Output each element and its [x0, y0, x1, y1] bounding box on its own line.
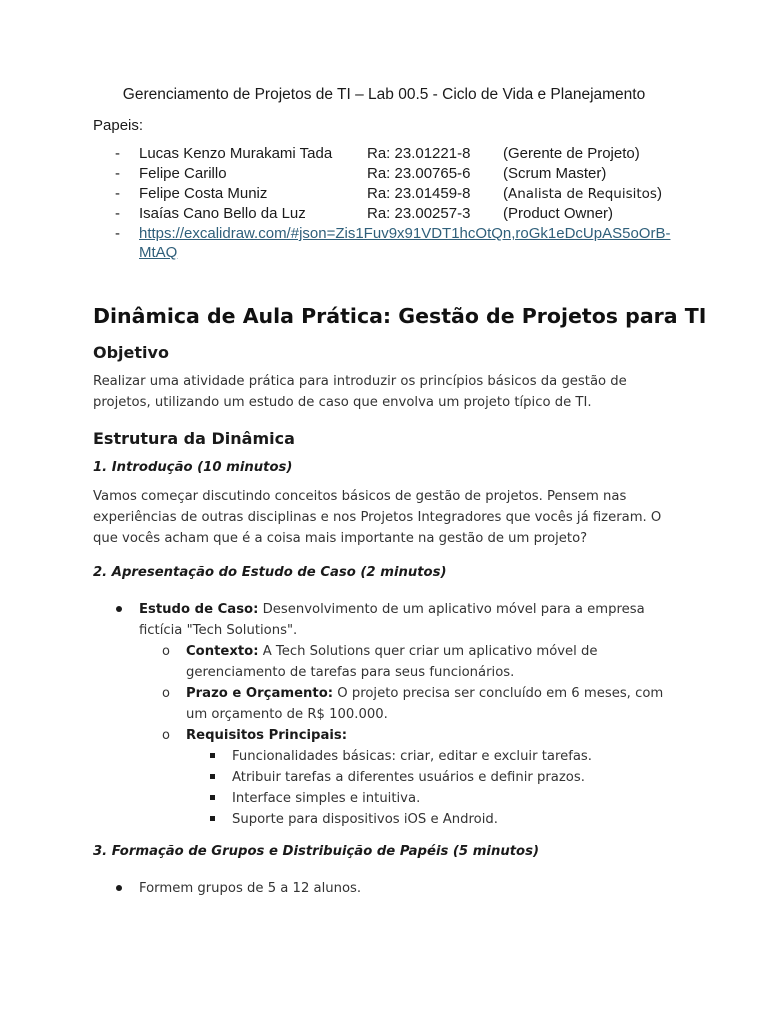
estrutura-heading: Estrutura da Dinâmica [93, 429, 295, 448]
prazo-text [186, 683, 666, 725]
member-name: Isaías Cano Bello da Luz [139, 205, 306, 222]
role-row [0, 164, 768, 184]
list-item [0, 788, 768, 809]
square-bullet [210, 753, 215, 758]
list-item [0, 746, 768, 767]
list-dash: - [115, 185, 120, 202]
requisito-item: Interface simples e intuitiva. [232, 791, 421, 806]
member-role: (Gerente de Projeto) [503, 145, 640, 162]
papeis-label: Papeis: [93, 117, 144, 134]
prazo-description: O projeto precisa ser concluído em 6 meses, com um orçamento de R$ 100.000. [186, 686, 664, 722]
square-bullet [210, 816, 215, 821]
member-role [503, 184, 662, 204]
prazo-label: Prazo e Orçamento: [186, 686, 334, 701]
list-item [0, 641, 768, 683]
objetivo-paragraph: Realizar uma atividade prática para introduzir os princípios básicos da gestão de projetos, utilizando um estudo de caso que envolva um projeto típico de TI. [93, 374, 627, 410]
contexto-description: A Tech Solutions quer criar um aplicativo móvel de gerenciamento de tarefas para seus funcionários. [186, 644, 598, 680]
requisito-item: Suporte para dispositivos iOS e Android. [232, 812, 498, 827]
link-row [0, 224, 768, 264]
case-study-label: Estudo de Caso: [139, 602, 259, 617]
member-name: Lucas Kenzo Murakami Tada [139, 145, 333, 162]
member-name: Felipe Costa Muniz [139, 185, 268, 202]
section-1-paragraph: Vamos começar discutindo conceitos básicos de gestão de projetos. Pensem nas experiências de outras disciplinas e nos Projetos Integradores que vocês já fizeram. O que vocês acham que é a coisa mais importante na gestão de um projeto? [93, 489, 662, 546]
list-dash: - [115, 165, 120, 182]
contexto-text [186, 641, 666, 683]
section-1-title: 1. Introdução (10 minutos) [93, 460, 293, 475]
list-dash: - [115, 225, 120, 242]
groups-list [0, 878, 768, 899]
requisitos-text [186, 725, 666, 746]
member-role: (Scrum Master) [503, 165, 607, 182]
square-bullet [210, 795, 215, 800]
member-name: Felipe Carillo [139, 165, 227, 182]
bullet-dot [116, 885, 122, 891]
case-study-text [139, 599, 659, 641]
case-study-description: Desenvolvimento de um aplicativo móvel para a empresa fictícia "Tech Solutions". [139, 602, 645, 638]
requisito-item: Funcionalidades básicas: criar, editar e excluir tarefas. [232, 749, 592, 764]
section-3-title: 3. Formação de Grupos e Distribuição de Papéis (5 minutos) [93, 844, 539, 859]
contexto-label: Contexto: [186, 644, 259, 659]
list-item [0, 725, 768, 746]
sub-bullet-marker: o [162, 686, 170, 701]
groups-item-text: Formem grupos de 5 a 12 alunos. [139, 881, 362, 896]
role-inner-text: Analista de Requisitos [508, 186, 657, 202]
role-row [0, 204, 768, 224]
role-row [0, 144, 768, 164]
role-paren-close: ) [656, 185, 662, 202]
section-2-title: 2. Apresentação do Estudo de Caso (2 minutos) [93, 565, 447, 580]
sub-bullet-marker: o [162, 728, 170, 743]
member-role: (Product Owner) [503, 205, 614, 222]
bullet-dot [116, 606, 122, 612]
roles-list [0, 144, 768, 264]
list-item [0, 599, 768, 641]
requisitos-label: Requisitos Principais: [186, 728, 348, 743]
page-title: Dinâmica de Aula Prática: Gestão de Projetos para TI [93, 304, 707, 328]
member-ra: Ra: 23.00257-3 [367, 205, 471, 222]
square-bullet [210, 774, 215, 779]
list-item [0, 878, 768, 899]
sub-bullet-marker: o [162, 644, 170, 659]
list-item [0, 809, 768, 830]
role-row [0, 184, 768, 204]
excalidraw-link[interactable]: https://excalidraw.com/#json=Zis1Fuv9x91VDT1hcOtQn,roGk1eDcUpAS5oOrB-MtAQ [139, 225, 671, 261]
list-item [0, 767, 768, 788]
list-dash: - [115, 205, 120, 222]
member-ra: Ra: 23.00765-6 [367, 165, 471, 182]
list-dash: - [115, 145, 120, 162]
member-ra: Ra: 23.01459-8 [367, 185, 471, 202]
role-paren-open: ( [503, 185, 508, 202]
document-header-title: Gerenciamento de Projetos de TI – Lab 00.5 - Ciclo de Vida e Planejamento [122, 86, 646, 103]
objetivo-heading: Objetivo [93, 343, 169, 362]
case-study-list [0, 599, 768, 830]
member-ra: Ra: 23.01221-8 [367, 145, 471, 162]
list-item [0, 683, 768, 725]
requisito-item: Atribuir tarefas a diferentes usuários e definir prazos. [232, 770, 585, 785]
